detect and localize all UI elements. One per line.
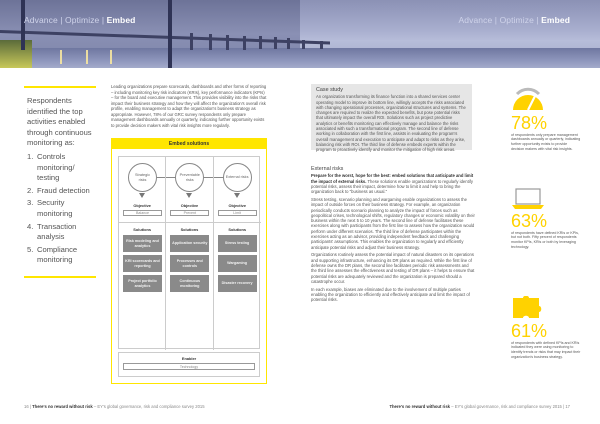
sidebar-callout xyxy=(24,86,96,278)
stat-value: 78% xyxy=(511,112,548,133)
puzzle-piece-icon xyxy=(511,296,545,320)
stat-block xyxy=(511,84,581,152)
laptop-icon xyxy=(511,188,545,210)
stat-block xyxy=(511,188,581,250)
bridge-pier xyxy=(259,36,262,49)
footer-separator: | xyxy=(29,404,31,409)
bridge-pier xyxy=(190,33,193,50)
nav-separator: | xyxy=(101,15,105,25)
solutions-label: Solutions xyxy=(228,227,247,232)
solution-box: Stress testing xyxy=(218,235,257,252)
page-number: 16 xyxy=(24,404,29,409)
pin-icon xyxy=(186,193,192,198)
solution-box: Application security xyxy=(170,235,209,252)
bridge-light xyxy=(86,50,88,64)
divider xyxy=(166,222,212,223)
bridge-pier xyxy=(243,36,246,50)
solution-box: Project portfolio analytics xyxy=(123,275,162,292)
nav-embed[interactable]: Embed xyxy=(541,15,570,25)
stat-value: 63% xyxy=(511,210,548,231)
callout-item xyxy=(27,198,96,219)
nav-separator: | xyxy=(60,15,63,25)
pin-icon xyxy=(234,193,240,198)
enabler-value: Technology xyxy=(123,363,255,370)
solution-box: Continuous monitoring xyxy=(170,275,209,292)
item-label: Security monitoring xyxy=(37,198,73,218)
solution-box: Wargaming xyxy=(218,255,257,272)
solutions-grid xyxy=(118,156,260,349)
objective-value: Limit xyxy=(218,210,257,216)
nav-advance[interactable]: Advance xyxy=(24,15,58,25)
external-risks-title: External risks xyxy=(311,166,344,172)
external-risks-section xyxy=(311,167,475,305)
callout-item xyxy=(27,245,96,266)
banner-water xyxy=(0,48,600,68)
body-paragraph: Organizations routinely assess the potential impact of natural disasters on its operations and supporting infrastructure, enhancing its DR plans as required. While the first line of defense owns the DR plans, the second line facilitates periodic risk assessments and the third line assesses the effectiveness and testing of DR plans – it helps to ensure that potential risks are adequately reviewed and the organization is prepared should a catastrophe occur. xyxy=(311,252,475,284)
pin-icon xyxy=(139,193,145,198)
stat-value: 61% xyxy=(511,320,548,341)
divider xyxy=(119,222,165,223)
case-study-box xyxy=(311,84,472,153)
stat-text: of respondents have defined KRIs or KPIs, but not both. Fifty percent of respondents monitor KPIs, KRIs or both by leveraging technology. xyxy=(511,230,579,249)
footer-left xyxy=(24,404,205,409)
item-label: Fraud detection xyxy=(37,185,90,195)
nav-separator: | xyxy=(536,15,539,25)
nav-optimize[interactable]: Optimize xyxy=(499,15,534,25)
divider xyxy=(214,222,261,223)
footer-separator: | xyxy=(563,404,565,409)
solution-box: KRI scorecards and reporting xyxy=(123,255,162,272)
page-number: 17 xyxy=(565,404,570,409)
stat-text: of respondents only prepare management dashboards annually or quarterly, indicating further opportunity exists to provide decision makers with vital risk insights. xyxy=(511,132,581,151)
case-study-title: Case study xyxy=(316,87,343,93)
external-risks-lead xyxy=(311,173,475,194)
callout-item xyxy=(27,222,96,243)
item-number: 4. xyxy=(27,221,34,231)
objective-label: Objective xyxy=(180,203,199,208)
body-paragraph: Stress testing, scenario planning and wargaming enable organizations to assess the impact of outside forces on their business strategy. For example, an organization periodically conducts scenario planning to analyze the impact of forces such as geopolitical crises, technological shifts, regulatory changes or economic volatility on their business within the next 5 to 10 years. The second line of defense facilitates these exercises along with participants from the first line to assess how the organization would perform under different scenarios. The third line of defense participates within the exercises acting as an advisor, providing independent feedback and challenging participants' assumptions. This enables the organization to regularly and efficiently anticipate potential risks and adjust their business strategy. xyxy=(311,196,475,250)
intro-paragraph: Leading organizations prepare scorecards, dashboards and other forms of reporting – including monitoring key risk indicators (KRIs), key performance indicators (KPIs) – for the board and executive management. This provides visibility into the risks that impact their business strategy and how they will affect the organization's overall risk profile, enabling management to adapt the organization's business strategy as appropriate. However, 78% of our GRC survey respondents only prepare management dashboards annually or quarterly, indicating further opportunity exists to provide decision makers with vital risk insights more regularly. xyxy=(111,84,267,128)
callout-intro: Respondents identified the top activities enabled through continuous monitoring as: xyxy=(27,96,92,148)
body-paragraph: In each example, biases are eliminated due to the involvement of multiple parties enabling the organization to efficiently and effectively anticipate and limit the impact of potential risks. xyxy=(311,286,470,303)
lead-rest: These solutions enable organizations to regularly identify potential risks, assess their impact, determine how to limit it and help to bring the organization back to "business as usual." xyxy=(311,178,473,195)
solution-box: Disaster recovery xyxy=(218,275,257,292)
solution-box: Risk modeling and analytics xyxy=(123,235,162,252)
banner-shore xyxy=(0,40,32,68)
callout-list xyxy=(27,152,96,266)
column-external xyxy=(214,157,261,350)
solution-box: Processes and controls xyxy=(170,255,209,272)
enabler-panel xyxy=(118,352,260,377)
objective-value: Prevent xyxy=(170,210,209,216)
section-nav-left xyxy=(24,15,135,25)
risk-bubble: Preventable risks xyxy=(175,163,204,192)
objective-label: Objective xyxy=(133,203,151,208)
footer-title: There's no reward without risk xyxy=(389,404,451,409)
bridge-light xyxy=(110,50,112,64)
section-nav-right xyxy=(459,15,570,25)
embed-solutions-title: Embed solutions xyxy=(112,139,266,149)
bridge-tower xyxy=(21,0,25,50)
column-preventable xyxy=(166,157,213,350)
bridge-pier xyxy=(287,38,290,49)
footer-subtitle: EY's global governance, risk and compliance survey 2015 xyxy=(97,404,205,409)
embed-solutions-diagram xyxy=(111,138,267,384)
enabler-label: Enabler xyxy=(181,356,197,361)
item-label: Compliance monitoring xyxy=(37,244,78,265)
stat-block xyxy=(511,296,581,360)
footer-dash: – xyxy=(451,404,454,409)
objective-label: Objective xyxy=(228,203,246,208)
bridge-pier xyxy=(209,34,212,50)
nav-embed[interactable]: Embed xyxy=(106,15,136,25)
item-number: 1. xyxy=(27,151,34,161)
header-banner xyxy=(0,0,600,68)
nav-separator: | xyxy=(494,15,498,25)
speedometer-icon xyxy=(511,84,545,112)
lead-bold: Prepare for the worst, hope for the best: embed solutions that anticipate and limit the impact of external risks. xyxy=(311,173,474,184)
case-study-body: An organization transforming its finance function into a shared services center operating model to improve its bottom line, willingly accepts the risks associated with changing operational processes, organizational structures and systems. The changes are required to realize the expected benefits, but pose potential risks that ultimately impact the overall ROI. Solutions such as project predictive analytics or benefits monitoring can effectively manage and balance the risks associated with such a transformational program. The second line of defense working in collaboration with the first line, assists in evaluating the program's overall management and execution to anticipate and adapt to risks as they arise, balancing risk with ROI. The third line of defense embeds experts within the program to proactively identify and monitor the mitigation of high risk areas. xyxy=(316,94,466,153)
item-label: Transaction analysis xyxy=(37,221,77,242)
risk-bubble: Strategic risks xyxy=(128,163,157,192)
bridge-pier xyxy=(274,37,277,49)
nav-optimize[interactable]: Optimize xyxy=(65,15,100,25)
item-number: 5. xyxy=(27,244,34,254)
bridge-pier xyxy=(320,41,323,49)
bridge-tower xyxy=(168,0,172,68)
item-number: 3. xyxy=(27,198,34,208)
stat-text: of respondents with defined KPIs and KRIs indicated they were using monitoring to identify trends or risks that may impact their organization's business strategy. xyxy=(511,340,581,359)
risk-bubble: External risks xyxy=(223,163,252,192)
item-number: 2. xyxy=(27,185,34,195)
solutions-label: Solutions xyxy=(180,227,199,232)
item-label: Controls monitoring/ testing xyxy=(37,151,75,183)
callout-item xyxy=(27,152,96,184)
footer-right xyxy=(389,404,570,409)
bridge-pier xyxy=(302,40,305,49)
footer-dash: – xyxy=(93,404,97,409)
objective-value: Balance xyxy=(123,210,162,216)
nav-advance[interactable]: Advance xyxy=(458,15,493,25)
column-strategic xyxy=(119,157,166,350)
footer-title: There's no reward without risk xyxy=(32,404,93,409)
callout-item xyxy=(27,186,96,197)
bridge-light xyxy=(60,50,62,64)
footer-subtitle: EY's global governance, risk and compliance survey 2015 xyxy=(454,404,562,409)
solutions-label: Solutions xyxy=(133,227,152,232)
bridge-pier xyxy=(226,35,229,50)
